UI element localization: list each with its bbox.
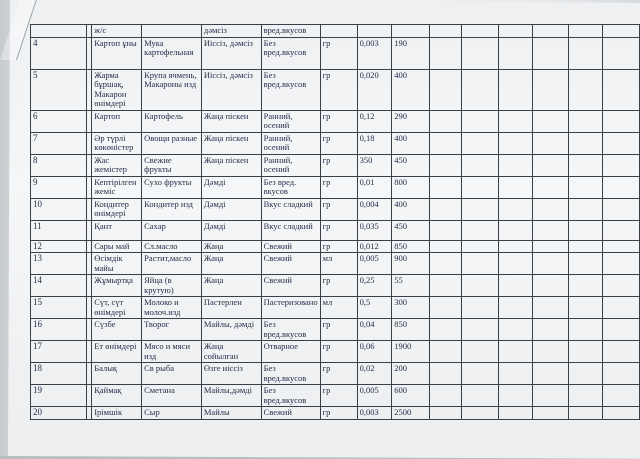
- cell-empty: [499, 132, 533, 154]
- table-row: [31, 132, 640, 154]
- cell-number: 17: [31, 341, 87, 363]
- cell-empty: [499, 37, 533, 69]
- cell-quality: Жаңа: [201, 240, 261, 253]
- cell-value-2: 450: [392, 154, 429, 176]
- table-row: [31, 154, 640, 176]
- cell-unit: гр: [320, 220, 357, 240]
- cell-number: 8: [31, 154, 87, 176]
- cell-empty: [499, 154, 533, 176]
- cell-empty: [569, 110, 603, 132]
- cell-empty: [532, 132, 569, 154]
- cell-unit: мл: [320, 297, 357, 319]
- cell-empty: [569, 220, 603, 240]
- cell-empty: [429, 253, 462, 275]
- cell-number: 15: [31, 297, 87, 319]
- cell-empty: [429, 132, 462, 154]
- table-row: [31, 220, 640, 240]
- cell-empty: [462, 154, 499, 176]
- cell-unit: гр: [320, 37, 357, 69]
- cell-empty: [532, 407, 569, 420]
- cell-empty: [462, 275, 499, 297]
- cell-ru: Растит,масло: [142, 253, 202, 275]
- cell-kz: Қаймақ: [92, 385, 142, 407]
- cell-kz: Сүт, сүт өнімдері: [92, 297, 142, 319]
- cell-empty: [603, 275, 640, 297]
- cell-defect: вред.вкусов: [261, 25, 320, 38]
- cell-empty: [532, 275, 569, 297]
- cell-defect: Без вред.вкусов: [261, 319, 320, 341]
- cell-unit: гр: [320, 69, 357, 110]
- cell-empty: [429, 385, 462, 407]
- cell-unit: гр: [320, 341, 357, 363]
- cell-kz: Сүзбе: [92, 319, 142, 341]
- cell-empty: [603, 407, 640, 420]
- cell-empty: [603, 297, 640, 319]
- cell-value-1: 0,12: [357, 110, 392, 132]
- cell: [603, 25, 640, 38]
- cell-empty: [462, 363, 499, 385]
- cell-empty: [603, 253, 640, 275]
- cell-ru: Творог: [142, 319, 202, 341]
- cell-defect: Вкус сладкий: [261, 198, 320, 220]
- cell-quality: Майлы: [201, 407, 261, 420]
- cell-empty: [499, 240, 533, 253]
- cell-defect: Свежий: [261, 275, 320, 297]
- cell-empty: [429, 198, 462, 220]
- cell-ru: Св рыба: [142, 363, 202, 385]
- cell-empty: [499, 385, 533, 407]
- cell-number: 10: [31, 198, 87, 220]
- cell-quality: Пастерлен: [201, 297, 261, 319]
- cell-defect: Отварное: [261, 341, 320, 363]
- cell-kz: Кондитер өнімдері: [92, 198, 142, 220]
- cell-empty: [603, 69, 640, 110]
- cell-empty: [569, 319, 603, 341]
- cell-empty: [499, 407, 533, 420]
- cell-value-2: 290: [392, 110, 429, 132]
- cell-value-2: 1900: [392, 341, 429, 363]
- table-row: [31, 319, 640, 341]
- cell-empty: [532, 176, 569, 198]
- cell-unit: гр: [320, 154, 357, 176]
- cell-unit: гр: [320, 363, 357, 385]
- cell-value-1: 0,5: [357, 297, 392, 319]
- cell-empty: [429, 275, 462, 297]
- cell-value-1: 0,06: [357, 341, 392, 363]
- cell-empty: [603, 341, 640, 363]
- cell-defect: Пастеризовано: [261, 297, 320, 319]
- cell-empty: [499, 363, 533, 385]
- cell-empty: [603, 319, 640, 341]
- cell-ru: Мука картофельная: [142, 37, 202, 69]
- cell-unit: гр: [320, 198, 357, 220]
- cell-empty: [429, 319, 462, 341]
- cell-unit: гр: [320, 385, 357, 407]
- cell-number: 9: [31, 176, 87, 198]
- table-row: [31, 240, 640, 253]
- cell-empty: [569, 154, 603, 176]
- cell-empty: [499, 297, 533, 319]
- cell-unit: гр: [320, 110, 357, 132]
- cell-empty: [499, 69, 533, 110]
- cell-unit: гр: [320, 176, 357, 198]
- cell-quality: Жаңа піскен: [201, 154, 261, 176]
- table-row: [31, 198, 640, 220]
- cell-number: 18: [31, 363, 87, 385]
- cell-value-2: 900: [392, 253, 429, 275]
- cell-number: 13: [31, 253, 87, 275]
- cell-value-1: 0,25: [357, 275, 392, 297]
- cell-empty: [569, 176, 603, 198]
- cell-unit: гр: [320, 132, 357, 154]
- cell-empty: [429, 110, 462, 132]
- cell-kz: Кептірілген жеміс: [92, 176, 142, 198]
- cell-empty: [603, 385, 640, 407]
- cell-value-1: 0,04: [357, 319, 392, 341]
- cell-empty: [532, 154, 569, 176]
- cell-empty: [532, 297, 569, 319]
- cell-ru: Сл.масло: [142, 240, 202, 253]
- cell-unit: мл: [320, 253, 357, 275]
- table-row: [31, 341, 640, 363]
- cell-number: 6: [31, 110, 87, 132]
- cell-empty: [532, 363, 569, 385]
- cell-empty: [462, 407, 499, 420]
- cell-ru: [142, 25, 202, 38]
- cell-ru: Мясо и мяси изд: [142, 341, 202, 363]
- cell-value-1: 350: [357, 154, 392, 176]
- cell-value-1: 0,01: [357, 176, 392, 198]
- cell-value-1: 0,020: [357, 69, 392, 110]
- cell-kz: Әр түрлі көкөністер: [92, 132, 142, 154]
- cell-value-1: 0,012: [357, 240, 392, 253]
- cell-kz: Ірімшік: [92, 407, 142, 420]
- cell-value-2: 400: [392, 69, 429, 110]
- table-row: [31, 363, 640, 385]
- cell-defect: Свежий: [261, 407, 320, 420]
- cell-empty: [429, 220, 462, 240]
- cell-kz: Картоп: [92, 110, 142, 132]
- cell-empty: [462, 253, 499, 275]
- cell-value-2: 400: [392, 198, 429, 220]
- cell-empty: [532, 198, 569, 220]
- cell-value-2: 850: [392, 240, 429, 253]
- cell-kz: Өсімдік майы: [92, 253, 142, 275]
- cell-empty: [569, 253, 603, 275]
- cell-value-1: 0,003: [357, 407, 392, 420]
- cell-empty: [569, 69, 603, 110]
- cell-kz: Сары май: [92, 240, 142, 253]
- cell-quality: Дәмді: [201, 220, 261, 240]
- cell-empty: [429, 341, 462, 363]
- cell-value-1: 0,035: [357, 220, 392, 240]
- cell-empty: [603, 132, 640, 154]
- cell-empty: [462, 69, 499, 110]
- cell-quality: Дәмді: [201, 198, 261, 220]
- cell-empty: [569, 37, 603, 69]
- cell-number: 11: [31, 220, 87, 240]
- cell-ru: Свежие фрукты: [142, 154, 202, 176]
- cell-empty: [569, 385, 603, 407]
- cell-empty: [462, 132, 499, 154]
- cell-ru: Крупа ячмень, Макароны изд: [142, 69, 202, 110]
- cell-empty: [462, 220, 499, 240]
- table-row: [31, 297, 640, 319]
- cell-defect: Ранний, осений: [261, 110, 320, 132]
- cell-empty: [429, 154, 462, 176]
- cell-quality: Иіссіз, дәмсіз: [201, 37, 261, 69]
- table-row: [31, 110, 640, 132]
- cell-number: 14: [31, 275, 87, 297]
- cell-kz: Картоп ұны: [92, 37, 142, 69]
- cell-kz: Жұмыртқа: [92, 275, 142, 297]
- cell-empty: [569, 341, 603, 363]
- cell-ru: Молоко и молоч.изд: [142, 297, 202, 319]
- cell-quality: Майлы,дәмді: [201, 385, 261, 407]
- cell-defect: Ранний, осений: [261, 132, 320, 154]
- cell: [392, 25, 429, 38]
- cell-kz: Балық: [92, 363, 142, 385]
- cell-empty: [532, 385, 569, 407]
- cell-empty: [499, 110, 533, 132]
- cell-quality: Өзге иіссіз: [201, 363, 261, 385]
- cell-defect: Без вред.вкусов: [261, 37, 320, 69]
- cell-quality: Дәмді: [201, 176, 261, 198]
- table-row: [31, 176, 640, 198]
- cell-empty: [532, 37, 569, 69]
- cell-ru: Сухо фрукты: [142, 176, 202, 198]
- cell-quality: Жаңа піскен: [201, 132, 261, 154]
- cell-empty: [499, 220, 533, 240]
- cell-empty: [603, 198, 640, 220]
- cell-empty: [603, 220, 640, 240]
- cell-value-1: 0,02: [357, 363, 392, 385]
- cell-value-2: 55: [392, 275, 429, 297]
- cell-empty: [603, 363, 640, 385]
- cell-defect: Без вред.вкусов: [261, 385, 320, 407]
- table-row: [31, 275, 640, 297]
- cell-defect: Ранний, осений: [261, 154, 320, 176]
- cell-defect: Без вред.вкусов: [261, 69, 320, 110]
- cell: [462, 25, 499, 38]
- cell-value-1: 0,003: [357, 37, 392, 69]
- cell-empty: [429, 176, 462, 198]
- cell: [31, 25, 87, 38]
- cell-unit: гр: [320, 240, 357, 253]
- cell-empty: [462, 341, 499, 363]
- cell-empty: [603, 110, 640, 132]
- cell-empty: [569, 407, 603, 420]
- cell-empty: [462, 176, 499, 198]
- cell-kz: ж/с: [92, 25, 142, 38]
- table-row: [31, 25, 640, 38]
- cell-empty: [429, 297, 462, 319]
- product-table: [30, 24, 640, 420]
- cell-kz: Жарма бұршақ, Макарон өнімдері: [92, 69, 142, 110]
- cell-empty: [499, 176, 533, 198]
- cell-defect: Без вред.вкусов: [261, 363, 320, 385]
- cell-value-1: 0,18: [357, 132, 392, 154]
- cell-empty: [462, 385, 499, 407]
- cell-empty: [532, 341, 569, 363]
- cell-empty: [462, 240, 499, 253]
- cell-empty: [532, 110, 569, 132]
- cell-empty: [429, 37, 462, 69]
- cell-unit: гр: [320, 407, 357, 420]
- cell-value-1: 0,005: [357, 385, 392, 407]
- cell-empty: [532, 253, 569, 275]
- table-row: [31, 385, 640, 407]
- cell-empty: [569, 297, 603, 319]
- table-row: [31, 37, 640, 69]
- cell-ru: Яйца (в крутую): [142, 275, 202, 297]
- cell-value-2: 200: [392, 363, 429, 385]
- table-row: [31, 407, 640, 420]
- cell-number: 5: [31, 69, 87, 110]
- cell-empty: [429, 240, 462, 253]
- cell-empty: [499, 341, 533, 363]
- cell: [499, 25, 533, 38]
- cell-quality: Жаңа піскен: [201, 110, 261, 132]
- cell-number: 16: [31, 319, 87, 341]
- cell: [320, 25, 357, 38]
- cell-empty: [532, 220, 569, 240]
- cell-number: 7: [31, 132, 87, 154]
- cell-quality: Майлы, дәмді: [201, 319, 261, 341]
- cell-quality: Жаңа сойылған: [201, 341, 261, 363]
- cell-number: 4: [31, 37, 87, 69]
- cell-quality: Иіссіз, дәмсіз: [201, 69, 261, 110]
- cell-number: 19: [31, 385, 87, 407]
- cell-value-2: 850: [392, 319, 429, 341]
- cell: [532, 25, 569, 38]
- cell-value-1: 0,004: [357, 198, 392, 220]
- cell-empty: [429, 69, 462, 110]
- cell-empty: [499, 319, 533, 341]
- cell-empty: [603, 176, 640, 198]
- table-row: [31, 253, 640, 275]
- cell-ru: Картофель: [142, 110, 202, 132]
- cell-empty: [499, 198, 533, 220]
- table-row: [31, 69, 640, 110]
- cell-value-2: 600: [392, 385, 429, 407]
- cell-value-1: 0,005: [357, 253, 392, 275]
- cell-ru: Сыр: [142, 407, 202, 420]
- cell-kz: Қант: [92, 220, 142, 240]
- cell-kz: Жас жемістер: [92, 154, 142, 176]
- cell: [357, 25, 392, 38]
- cell-quality: Жаңа: [201, 253, 261, 275]
- cell-defect: Вкус сладкий: [261, 220, 320, 240]
- cell-empty: [569, 132, 603, 154]
- cell-number: 20: [31, 407, 87, 420]
- cell-defect: Без вред. вкусов: [261, 176, 320, 198]
- cell-ru: Кондитер изд: [142, 198, 202, 220]
- cell-empty: [603, 37, 640, 69]
- cell: [569, 25, 603, 38]
- cell-empty: [462, 319, 499, 341]
- cell-unit: гр: [320, 275, 357, 297]
- cell-value-2: 800: [392, 176, 429, 198]
- cell-value-2: 2500: [392, 407, 429, 420]
- cell-unit: гр: [320, 319, 357, 341]
- cell-empty: [569, 240, 603, 253]
- cell-quality: Жаңа: [201, 275, 261, 297]
- cell-empty: [569, 275, 603, 297]
- cell-empty: [603, 154, 640, 176]
- cell-ru: Овощи разные: [142, 132, 202, 154]
- cell-empty: [462, 297, 499, 319]
- cell-empty: [429, 407, 462, 420]
- cell-value-2: 190: [392, 37, 429, 69]
- cell-empty: [569, 198, 603, 220]
- cell-empty: [532, 319, 569, 341]
- cell-empty: [499, 253, 533, 275]
- cell-defect: Свежий: [261, 240, 320, 253]
- cell-ru: Сметана: [142, 385, 202, 407]
- cell-empty: [462, 37, 499, 69]
- cell-kz: Ет өнімдері: [92, 341, 142, 363]
- cell-empty: [499, 275, 533, 297]
- cell-empty: [603, 240, 640, 253]
- cell-empty: [532, 69, 569, 110]
- cell-number: 12: [31, 240, 87, 253]
- cell: [429, 25, 462, 38]
- cell-quality: дәмсіз: [201, 25, 261, 38]
- cell-ru: Сахар: [142, 220, 202, 240]
- cell-defect: Свежий: [261, 253, 320, 275]
- cell-empty: [532, 240, 569, 253]
- cell-empty: [462, 198, 499, 220]
- cell-value-2: 400: [392, 132, 429, 154]
- cell-empty: [569, 363, 603, 385]
- cell-empty: [429, 363, 462, 385]
- cell-value-2: 450: [392, 220, 429, 240]
- cell-value-2: 300: [392, 297, 429, 319]
- cell-empty: [462, 110, 499, 132]
